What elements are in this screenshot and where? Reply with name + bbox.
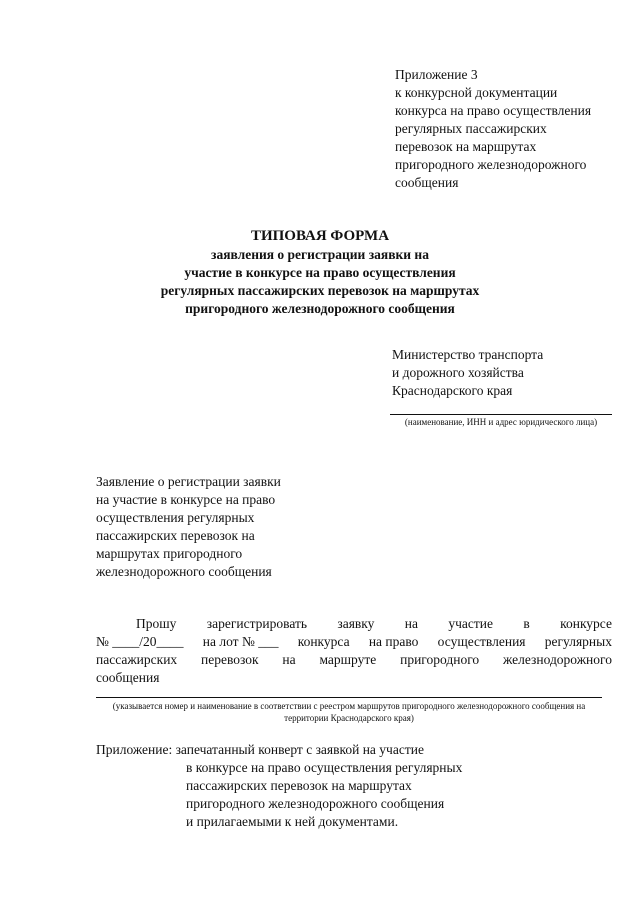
appendix-line: перевозок на маршрутах	[395, 139, 537, 154]
word: конкурсе	[560, 616, 612, 631]
attachment-line: пассажирских перевозок на маршрутах	[186, 778, 412, 793]
appendix-line: сообщения	[395, 175, 459, 190]
appendix-line: регулярных пассажирских	[395, 121, 547, 136]
title-line: участие в конкурсе на право осуществления	[184, 265, 456, 280]
word: маршруте	[319, 652, 377, 667]
title-main: ТИПОВАЯ ФОРМА	[250, 228, 390, 244]
request-paragraph	[96, 615, 612, 687]
addressee-note: (наименование, ИНН и адрес юридического лица)	[404, 417, 598, 427]
attachment-line: в конкурсе на право осуществления регулярных	[186, 760, 463, 775]
subject-block	[96, 473, 356, 581]
subject-line: Заявление о регистрации заявки	[96, 474, 281, 489]
addressee-line: Министерство транспорта	[392, 347, 544, 362]
appendix-heading	[395, 66, 635, 192]
paragraph-row	[96, 651, 612, 669]
paragraph-row	[96, 615, 612, 633]
word: железнодорожного	[502, 652, 612, 667]
title-line: регулярных пассажирских перевозок на маршрутах	[160, 283, 480, 298]
word: на	[282, 652, 296, 667]
attachment-first-line	[96, 741, 616, 759]
subject-line: осуществления регулярных	[96, 510, 255, 525]
word: заявку	[337, 616, 375, 631]
subject-line: маршрутах пригородного	[96, 546, 243, 561]
appendix-line: Приложение 3	[395, 67, 478, 82]
word: № ____/20____	[96, 634, 184, 649]
appendix-line: к конкурсной документации	[395, 85, 558, 100]
attachment-block	[96, 741, 616, 831]
route-fill-line	[96, 697, 602, 698]
addressee-fill-line	[390, 414, 612, 415]
word: в	[523, 616, 530, 631]
paragraph-row	[96, 633, 612, 651]
attachment-line: и прилагаемыми к ней документами.	[186, 814, 399, 829]
document-title	[120, 226, 520, 318]
word: зарегистрировать	[206, 616, 308, 631]
word: Прошу	[136, 616, 177, 631]
word: участие	[448, 616, 493, 631]
word: на право	[368, 634, 419, 649]
attachment-line: пригородного железнодорожного сообщения	[186, 796, 445, 811]
word: осуществления	[437, 634, 526, 649]
word: пассажирских	[96, 652, 178, 667]
subject-line: пассажирских перевозок на	[96, 528, 255, 543]
word: перевозок	[201, 652, 259, 667]
word: конкурса	[297, 634, 350, 649]
title-line: пригородного железнодорожного сообщения	[185, 301, 455, 316]
title-line: заявления о регистрации заявки на	[211, 247, 429, 262]
word: сообщения	[96, 670, 160, 685]
word: регулярных	[544, 634, 612, 649]
addressee-block	[392, 346, 632, 400]
subject-line: на участие в конкурсе на право	[96, 492, 276, 507]
addressee-line: Краснодарского края	[392, 383, 513, 398]
paragraph-row	[96, 669, 612, 687]
route-note: (указывается номер и наименование в соответствии с реестром маршрутов пригородного железнодорожного сообщения на территории Краснодарского края)	[112, 701, 586, 723]
appendix-line: конкурса на право осуществления	[395, 103, 592, 118]
appendix-line: пригородного железнодорожного	[395, 157, 587, 172]
attachment-label: Приложение:	[96, 742, 173, 757]
word: на	[404, 616, 418, 631]
word: пригородного	[400, 652, 480, 667]
subject-line: железнодорожного сообщения	[96, 564, 272, 579]
addressee-line: и дорожного хозяйства	[392, 365, 524, 380]
word: на лот № ___	[202, 634, 279, 649]
attachment-line: запечатанный конверт с заявкой на участие	[175, 742, 424, 757]
